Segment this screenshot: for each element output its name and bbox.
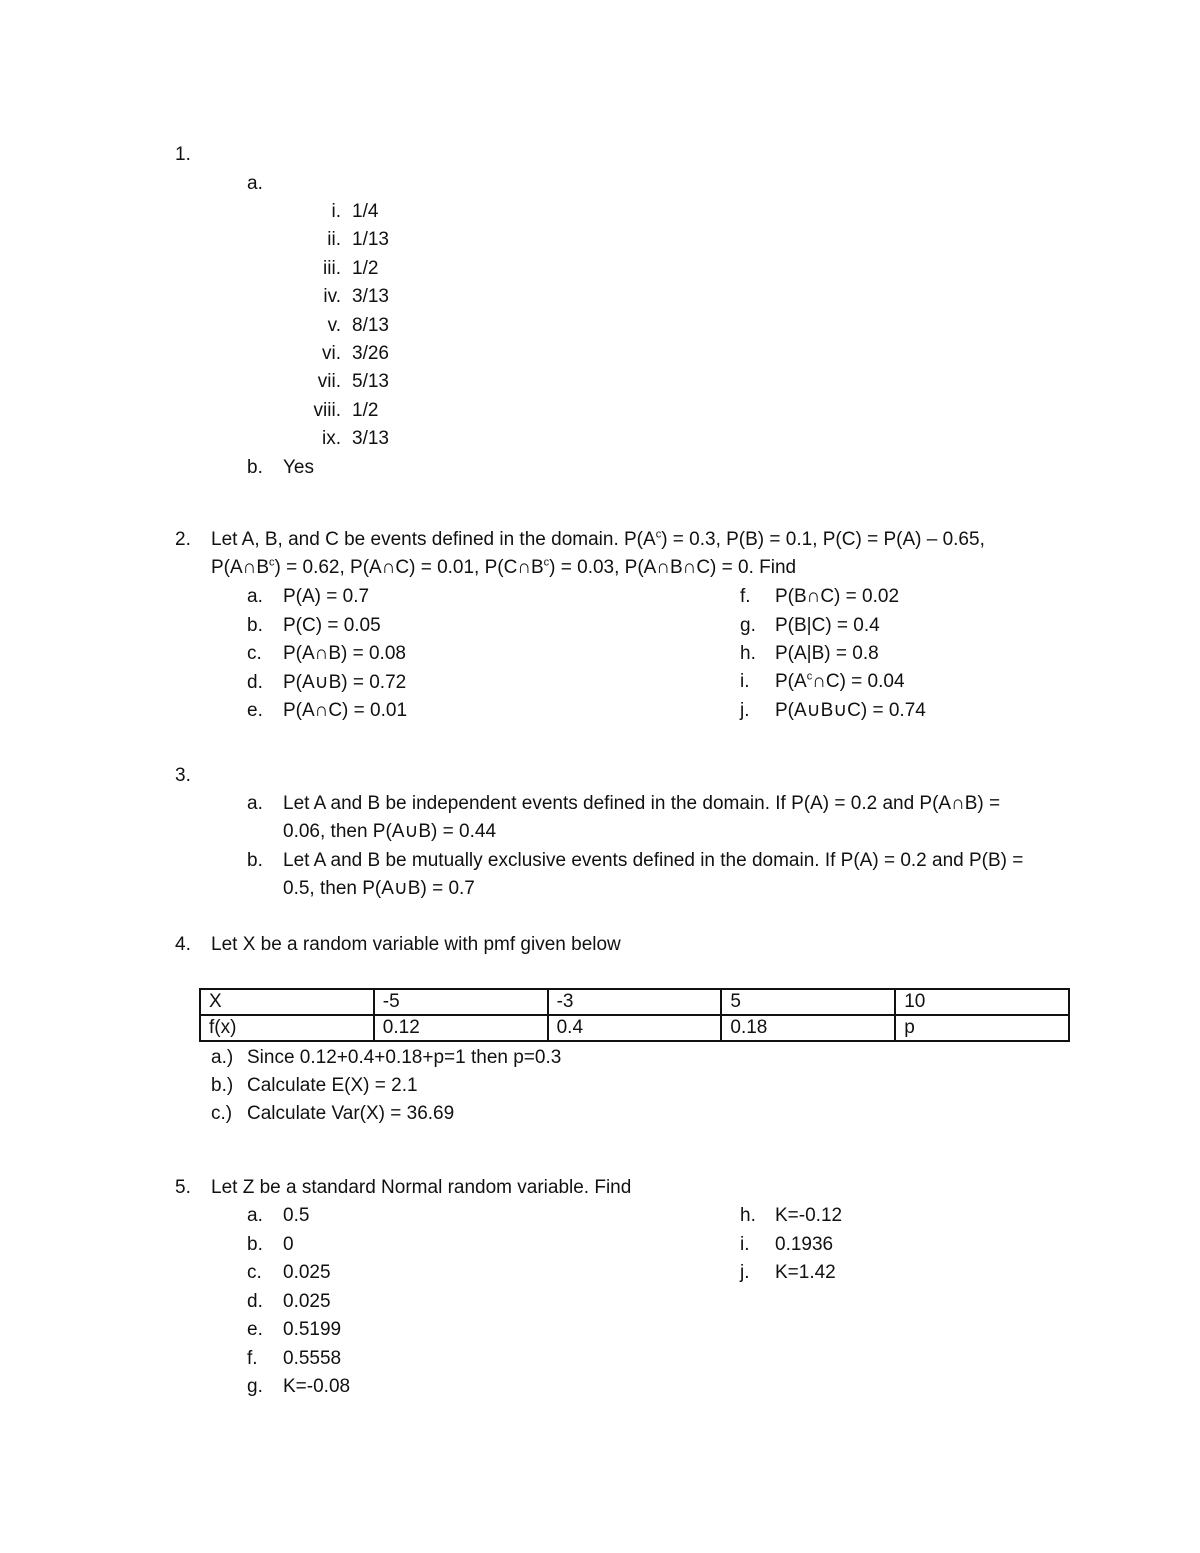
q2-item-letter: h. — [740, 643, 756, 665]
q1-answer-value: 8/13 — [352, 314, 389, 336]
q1-number: 1. — [175, 144, 191, 165]
pmf-cell: 5 — [721, 989, 895, 1015]
q2-item-letter: g. — [740, 614, 756, 636]
q1-roman-numeral: i. — [331, 201, 341, 222]
q5-item-letter: b. — [247, 1233, 263, 1255]
q5-item-text: 0.5 — [283, 1205, 310, 1226]
q3-b-letter: b. — [247, 850, 263, 871]
q2-prompt-line1: Let A, B, and C be events defined in the domain. $P(A^c) = 0.3$, P(B) = 0.1, P(C) = P(A) – 0.65, — [211, 528, 985, 550]
q2-number: 2. — [175, 529, 191, 550]
q2-prompt-line2: $P(A\cap B^c) = 0.62$, P(A∩C) = 0.01, $P(C\cap B^c) = 0.03$, P(A∩B∩C) = 0. Find — [211, 556, 797, 578]
q5-item-letter: h. — [740, 1205, 756, 1226]
q3-b-line2: 0.5, then P(A∪B) = 0.7 — [283, 878, 475, 899]
q1-b-answer: Yes — [283, 457, 314, 478]
q2-item-i-text: $P(A^c\cap C) = 0.04$ — [775, 670, 905, 692]
q4-answer-letter: b.) — [211, 1075, 234, 1097]
q2-item-text: P(A∩B) = 0.08 — [283, 643, 406, 665]
q5-item-text: 0.5558 — [283, 1347, 342, 1369]
pmf-cell: f(x) — [200, 1015, 374, 1041]
q5-prompt: Let Z be a standard Normal random variable. Find — [211, 1177, 632, 1198]
q5-item-text: 0.025 — [283, 1290, 331, 1312]
q2-item-text: P(A∩C) = 0.01 — [283, 700, 408, 722]
q5-item-text: K=-0.12 — [775, 1205, 843, 1226]
q1-roman-numeral: ii. — [327, 229, 341, 251]
pmf-row-fx — [200, 1015, 1069, 1041]
q1-answer-value: 1/2 — [352, 399, 379, 421]
q2-item-text: P(B|C) = 0.4 — [775, 614, 880, 636]
q2-item-text: P(C) = 0.05 — [283, 614, 381, 636]
q5-item-letter: g. — [247, 1376, 263, 1397]
q2-item-text: P(A) = 0.7 — [283, 586, 370, 607]
pmf-cell: 0.12 — [374, 1015, 548, 1041]
pmf-cell: -3 — [548, 989, 722, 1015]
q5-item-letter: j. — [740, 1262, 750, 1283]
q2-item-text: P(B∩C) = 0.02 — [775, 586, 900, 607]
q4-prompt: Let X be a random variable with pmf given below — [211, 934, 621, 955]
q5-item-letter: c. — [247, 1262, 262, 1283]
q1-a-letter: a. — [247, 173, 263, 194]
q1-answer-value: 3/26 — [352, 343, 389, 364]
q1-answer-value: 1/4 — [352, 201, 379, 222]
q2-item-letter: b. — [247, 614, 263, 636]
q4-answer-text: Calculate Var(X) = 36.69 — [247, 1103, 455, 1125]
q4-answer-text: Since 0.12+0.4+0.18+p=1 then p=0.3 — [247, 1047, 562, 1068]
q5-item-text: 0.025 — [283, 1262, 331, 1283]
q1-roman-numeral: vi. — [322, 343, 341, 364]
q4-answer-text: Calculate E(X) = 2.1 — [247, 1075, 418, 1097]
q5-item-text: K=-0.08 — [283, 1376, 351, 1397]
q5-item-letter: d. — [247, 1290, 263, 1312]
pmf-cell: -5 — [374, 989, 548, 1015]
q3-a-letter: a. — [247, 793, 263, 814]
q1-roman-numeral: viii. — [313, 399, 341, 421]
q1-answer-value: 1/2 — [352, 257, 379, 279]
q2-item-letter: e. — [247, 700, 263, 722]
q1-b-letter: b. — [247, 457, 263, 478]
q5-item-text: 0.5199 — [283, 1319, 342, 1340]
q4-answer-letter: a.) — [211, 1047, 234, 1068]
q1-answer-value: 5/13 — [352, 371, 389, 393]
q3-number: 3. — [175, 765, 191, 786]
pmf-cell: 0.18 — [721, 1015, 895, 1041]
q1-roman-numeral: v. — [327, 314, 341, 336]
q3-b-line1: Let A and B be mutually exclusive events defined in the domain. If P(A) = 0.2 and P(B) = — [283, 850, 1024, 871]
q1-roman-numeral: iv. — [323, 286, 341, 308]
pmf-cell: 10 — [895, 989, 1069, 1015]
q1-answer-value: 1/13 — [352, 229, 389, 251]
q5-item-text: 0.1936 — [775, 1233, 834, 1255]
q5-item-text: K=1.42 — [775, 1262, 836, 1283]
q2-item-letter: j. — [740, 700, 750, 722]
q5-item-text: 0 — [283, 1233, 294, 1255]
q5-item-letter: e. — [247, 1319, 263, 1340]
q5-item-letter: a. — [247, 1205, 263, 1226]
q2-item-text: P(A∪B∪C) = 0.74 — [775, 700, 926, 722]
q3-a-line1: Let A and B be independent events defined in the domain. If P(A) = 0.2 and P(A∩B) = — [283, 793, 1001, 814]
pmf-cell: p — [895, 1015, 1069, 1041]
q1-roman-numeral: ix. — [322, 428, 341, 450]
q2-item-letter: a. — [247, 586, 263, 607]
q5-item-letter: f. — [247, 1347, 258, 1369]
q2-item-letter: d. — [247, 671, 263, 693]
q1-answer-value: 3/13 — [352, 286, 389, 308]
q2-item-letter: c. — [247, 643, 262, 665]
q5-number: 5. — [175, 1177, 191, 1198]
pmf-table — [199, 988, 1070, 1042]
q3-a-line2: 0.06, then P(A∪B) = 0.44 — [283, 821, 497, 842]
q5-item-letter: i. — [740, 1233, 750, 1255]
q4-answer-letter: c.) — [211, 1103, 233, 1125]
pmf-cell: 0.4 — [548, 1015, 722, 1041]
q1-roman-numeral: vii. — [317, 371, 341, 393]
q4-number: 4. — [175, 934, 191, 955]
q2-item-text: P(A|B) = 0.8 — [775, 643, 879, 665]
q2-item-i-letter: i. — [740, 671, 750, 692]
q1-roman-numeral: iii. — [323, 257, 341, 279]
q2-item-letter: f. — [740, 586, 751, 607]
q1-answer-value: 3/13 — [352, 428, 389, 450]
pmf-cell: X — [200, 989, 374, 1015]
pmf-row-x — [200, 989, 1069, 1015]
q2-item-text: P(A∪B) = 0.72 — [283, 671, 407, 693]
